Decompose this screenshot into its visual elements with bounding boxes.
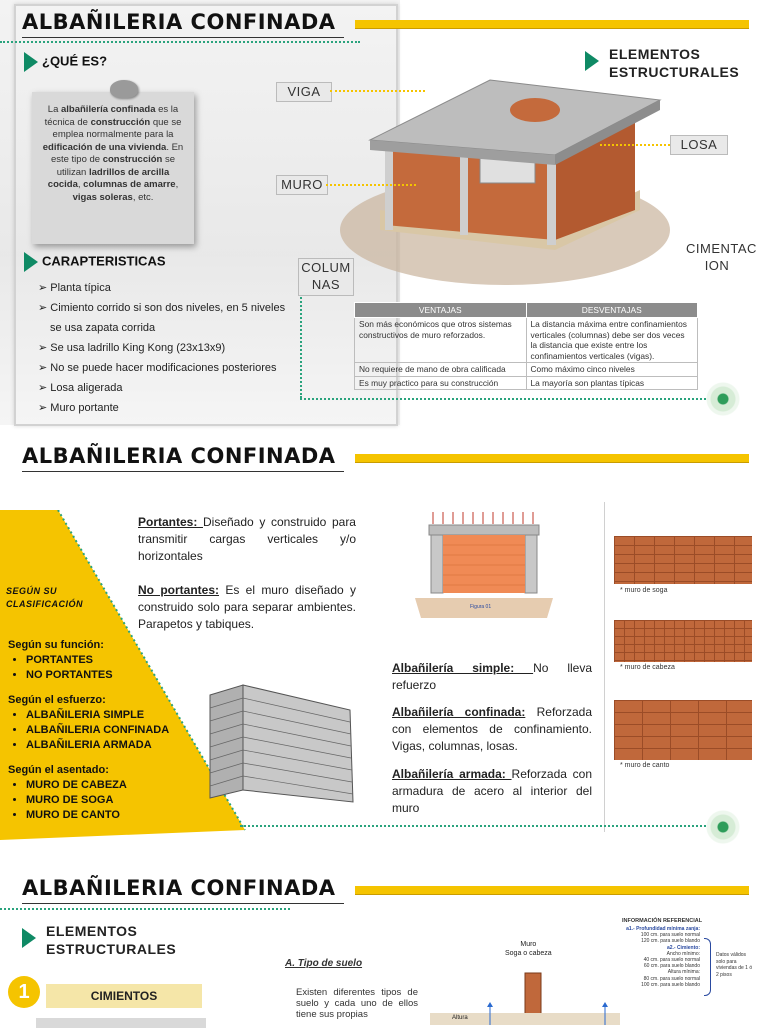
caption-muro-canto: * muro de canto [620,762,670,769]
caracteristicas-heading: CARAPTERISTICAS [24,252,166,272]
caracteristicas-list [38,278,298,418]
label-viga: VIGA [276,82,332,102]
list-item: ➢ Cimiento corrido si son dos niveles, en 5 niveles [38,298,298,318]
list-item: • ALBAÑILERIA ARMADA [26,738,208,753]
dotted-connector [300,398,710,400]
tipo-suelo-heading: A. Tipo de suelo [285,958,363,969]
altura-label: Altura [452,1015,468,1021]
table-row: Son más económicos que otros sistemas constructivos de muro reforzados. La distancia máxima entre confinamientos verticales (columnas) debe ser dos veces la distancia que existe entre los confinamientos verticales (vigas). [355,318,698,363]
list-item: • MURO DE CABEZA [26,778,208,793]
label-muro: MURO [276,175,328,195]
info-bracket [704,938,711,996]
list-item: • MURO DE SOGA [26,793,208,808]
triangle-bullet-icon [24,252,38,272]
title-underline [22,37,344,38]
title-accent-bar [355,886,749,895]
title-accent-bar [355,454,749,463]
target-icon [706,382,740,416]
list-item: • ALBAÑILERIA CONFINADA [26,723,208,738]
triangle-bullet-icon [585,51,599,71]
albanileria-armada-paragraph: Albañilería armada: Reforzada con armadura de acero al interior del muro [392,767,593,815]
suelo-paragraph: Existen diferentes tipos de suelo y cada uno de ellos tiene sus propias [296,987,418,1020]
figure-label: Figura 01 [470,604,492,610]
dotted-connector [240,825,710,827]
list-item: ➢ No se puede hacer modificaciones posteriores [38,358,298,378]
block-wall-image [205,680,355,810]
figure-01-wall-diagram [415,510,553,630]
dotted-connector [0,908,290,910]
albanileria-simple-paragraph: Albañilería simple: No lleva refuerzo [392,661,592,692]
dotted-connector [0,41,360,43]
target-icon [706,810,740,844]
que-es-heading: ¿QUÉ ES? [24,52,107,72]
table-row: Es muy practico para su construcción La mayoría son plantas típicas [355,376,698,390]
list-item: • ALBAÑILERIA SIMPLE [26,708,208,723]
albanileria-confinada-paragraph: Albañilería confinada: Reforzada con elementos de confinamiento. Vigas, columnas, losas. [392,705,592,753]
title-underline [22,471,344,472]
triangle-bullet-icon [22,928,36,948]
label-cimentacion: CIMENTAC ION [686,241,757,273]
list-item: ➢ Se usa ladrillo King Kong (23x13x9) [38,338,298,358]
info-side-note: Datos válidos solo para viviendas de 1 ó 2 pisos [716,952,753,978]
list-item: ➢ Planta típica [38,278,298,298]
caption-muro-soga: * muro de soga [620,587,668,594]
divider-line [604,502,605,832]
cimientos-label: CIMIENTOS [46,984,202,1008]
list-item: • PORTANTES [26,653,208,668]
table-header: VENTAJAS [355,303,527,318]
dotted-connector [300,290,302,398]
clasificacion-list: Según su función: • PORTANTES • NO PORTANTES Según el esfuerzo: • ALBAÑILERIA SIMPLE • ALBAÑILERIA CONFINADA • ALBAÑILERIA ARMADA Según el asentado: • MURO DE CABEZA • MURO DE SOGA • MURO DE CANTO [8,638,208,823]
list-item: • NO PORTANTES [26,668,208,683]
house-illustration [340,70,670,290]
label-connector [330,90,425,92]
triangle-bullet-icon [24,52,38,72]
label-losa: LOSA [670,135,728,155]
list-item: • MURO DE CANTO [26,808,208,823]
section-2 [0,430,768,850]
clasificacion-heading: SEGÚN SU CLASIFICACIÓN [6,586,83,609]
muro-soga-image [614,536,752,584]
section-1 [0,0,768,425]
no-portantes-paragraph: No portantes: Es el muro diseñado y construido solo para separar ambientes. Parapetos y tabiques. [138,583,357,631]
list-item: ➢ Muro portante [38,398,298,418]
section-3 [0,860,768,1024]
label-connector [600,144,670,146]
page-title: ALBAÑILERIA CONFINADA [22,10,336,34]
muro-cabeza-image [614,620,752,662]
info-referencial-list: a1.- Profundidad mínima zanja: 100 cm. para suelo normal 120 cm. para suelo blando a2.- Cimiento: Ancho mínimo: 40 cm. para suelo normal 60 cm. para suelo blando Altura mínima: 80 cm. para suelo normal 100 cm. para suelo blando [626,926,700,988]
ventajas-desventajas-table [354,302,698,390]
title-accent-bar [355,20,749,29]
table-row: No requiere de mano de obra calificada Como máximo cinco niveles [355,363,698,377]
pushpin-icon [110,80,138,98]
muro-canto-image [614,700,752,760]
definition-note: La albañilería confinada es la técnica de construcción que se emplea normalmente para la edificación de una vivienda. En este tipo de construcción se utilizan ladrillos de arcilla cocida, columnas de amarre, vigas soleras, etc. [32,92,194,244]
title-underline [22,903,344,904]
list-item: se usa zapata corrida [50,322,156,334]
section-title: ALBAÑILERIA CONFINADA [22,876,336,900]
cimientos-note [36,1018,206,1028]
section-title: ALBAÑILERIA CONFINADA [22,444,336,468]
label-connector [326,184,416,186]
caption-muro-cabeza: * muro de cabeza [620,664,675,671]
list-item: ➢ Losa aligerada [38,378,298,398]
elementos-heading: ELEMENTOS ESTRUCTURALES [585,45,739,81]
portantes-paragraph: Portantes: Diseñado y construido para transmitir cargas verticales y/o horizontales [138,515,356,563]
table-header: DESVENTAJAS [526,303,698,318]
label-columnas: COLUM NAS [298,258,354,296]
elementos-heading: ELEMENTOS ESTRUCTURALES [22,922,176,958]
step-number-badge: 1 [8,976,40,1008]
muro-label: Muro Soga o cabeza [505,941,552,957]
info-referencial-title: INFORMACIÓN REFERENCIAL [622,918,703,924]
